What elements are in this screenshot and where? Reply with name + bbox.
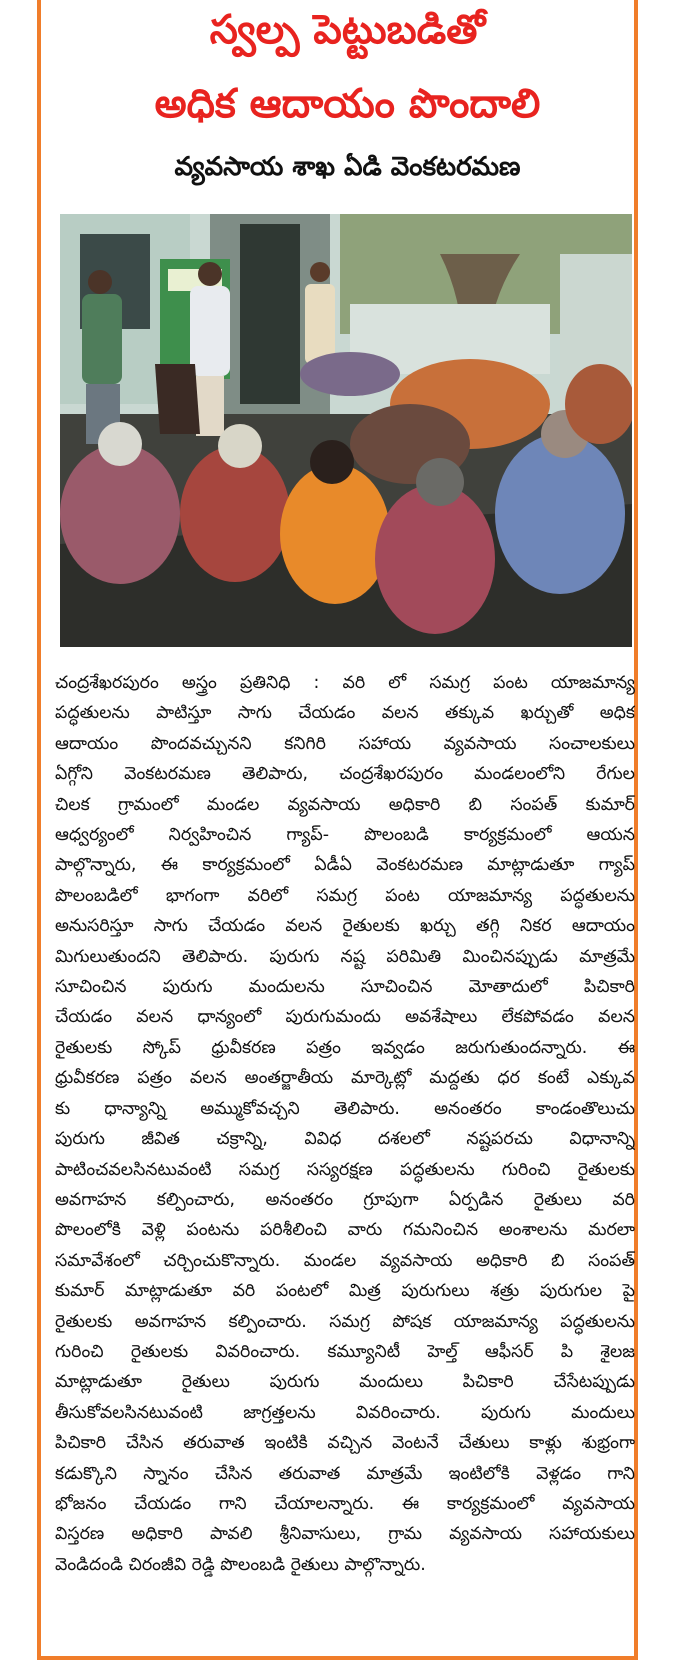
body-line: మాట్లాడుతూ రైతులు పురుగు మందులు పిచికారి చేసేటప్పుడు [55, 1372, 635, 1393]
article-photo [60, 214, 632, 647]
body-line: భోజనం చేయడం గాని చేయాలన్నారు. ఈ కార్యక్రమంలో వ్యవసాయ [55, 1493, 635, 1514]
body-line: చంద్రశేఖరపురం అస్త్రం ప్రతినిధి : వరి లో సమగ్ర పంట యాజమాన్య [55, 673, 635, 693]
headline-line-2: అధిక ఆదాయం పొందాలి [154, 81, 541, 127]
body-line: ఆదాయం పొందవచ్చునని కనిగిరి సహాయ వ్యవసాయ సంచాలకులు [55, 733, 635, 754]
body-line: రైతులకు స్కోప్ ధ్రువీకరణ పత్రం ఇవ్వడం జరుగుతుందన్నారు. ఈ [55, 1037, 635, 1058]
body-line: సమావేశంలో చర్చించుకొన్నారు. మండల వ్యవసాయ అధికారి బి సంపత్ [55, 1250, 635, 1271]
body-line: చిలక గ్రామంలో మండల వ్యవసాయ అధికారి బి సంపత్ కుమార్ [55, 794, 635, 815]
subheadline: వ్యవసాయ శాఖ ఏడి వెంకటరమణ [174, 152, 521, 182]
body-line: చేయడం వలన ధాన్యంలో పురుగుమందు అవశేషాలు లేకపోవడం వలన [55, 1007, 635, 1028]
article-body [55, 668, 635, 1580]
body-line: విస్తరణ అధికారి పావలి శ్రీనివాసులు, గ్రామ వ్యవసాయ సహాయకులు [55, 1524, 635, 1545]
body-line: తీసుకోవలసినటువంటి జాగ్రత్తలను వివరించారు. పురుగు మందులు [55, 1402, 635, 1423]
body-line: కడుక్కొని స్నానం చేసిన తరువాత మాత్రమే ఇంటిలోకి వెళ్లడం గాని [55, 1463, 635, 1484]
body-line: పొలంబడిలో భాగంగా వరిలో సమగ్ర పంట యాజమాన్య పద్ధతులను [55, 885, 635, 906]
body-line: రైతులకు అవగాహన కల్పించారు. సమగ్ర పోషక యాజమాన్య పద్ధతులను [55, 1311, 635, 1332]
body-line: కుమార్ మాట్లాడుతూ వరి పంటలో మిత్ర పురుగులు శత్రు పురుగుల పై [55, 1281, 635, 1302]
body-line: పొలంలోకి వెళ్లి పంటను పరిశీలించి వారు గమనించిన అంశాలను మరలా [55, 1220, 635, 1241]
body-line: పురుగు జీవిత చక్రాన్ని, వివిధ దశలలో నష్టపరచు విధానాన్ని [55, 1129, 635, 1150]
headline-line-1: స్వల్ప పెట్టుబడితో [209, 7, 486, 53]
farmers-meeting-photo [60, 214, 632, 647]
body-line: ఏగ్గోని వెంకటరమణ తెలిపారు, చంద్రశేఖరపురం మండలంలోని రేగుల [55, 764, 635, 785]
body-line: సూచించిన పురుగు మందులను సూచించిన మోతాదులో పిచికారి [55, 977, 635, 998]
body-line-last: వెండిదండి చిరంజీవి రెడ్డి పొలంబడి రైతులు పాల్గొన్నారు. [55, 1554, 426, 1575]
body-line: అవగాహన కల్పించారు, అనంతరం గ్రూపుగా ఏర్పడిన రైతులు వరి [55, 1189, 635, 1210]
body-line: పాల్గొన్నారు, ఈ కార్యక్రమంలో ఏడీఏ వెంకటరమణ మాట్లాడుతూ గ్యాప్ [55, 855, 635, 876]
body-line: పద్ధతులను పాటిస్తూ సాగు చేయడం వలన తక్కువ ఖర్చుతో అధిక [55, 703, 635, 724]
body-line: పాటించవలసినటువంటి సమగ్ర సస్యరక్షణ పద్ధతులను గురించి రైతులకు [55, 1159, 635, 1180]
body-line: ధ్రువీకరణ పత్రం వలన అంతర్జాతీయ మార్కెట్లో మద్దతు ధర కంటే ఎక్కువ [55, 1068, 635, 1089]
body-line: కు ధాన్యాన్ని అమ్ముకోవచ్చని తెలిపారు. అనంతరం కాండంతొలుచు [55, 1098, 635, 1119]
body-line: గురించి రైతులకు వివరించారు. కమ్యూనిటీ హెల్త్ ఆఫీసర్ పి శైలజ [55, 1341, 635, 1362]
body-line: ఆధ్వర్యంలో నిర్వహించిన గ్యాప్- పొలంబడి కార్యక్రమంలో ఆయన [55, 825, 635, 846]
body-line: అనుసరిస్తూ సాగు చేయడం వలన రైతులకు ఖర్చు తగ్గి నికర ఆదాయం [55, 916, 635, 937]
body-line: పిచికారి చేసిన తరువాత ఇంటికి వచ్చిన వెంటనే చేతులు కాళ్లు శుభ్రంగా [55, 1433, 635, 1454]
body-line: మిగులుతుందని తెలిపారు. పురుగు నష్ట పరిమితి మించినప్పుడు మాత్రమే [55, 946, 635, 967]
